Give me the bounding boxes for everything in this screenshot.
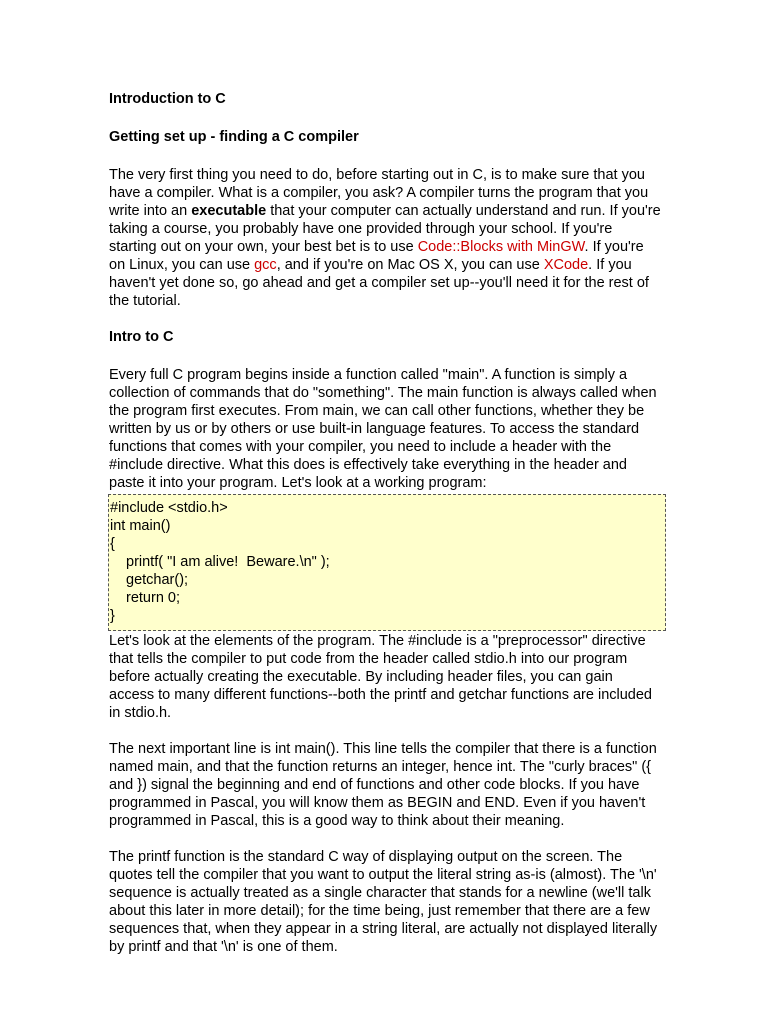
code-line: getchar(); — [126, 572, 189, 588]
code-line: return 0; — [126, 590, 180, 606]
text-run: The very first thing you need to do, before starting out in C, is to make sure that you have a compiler. What is a compiler, you ask? A compiler turns the program that you write into an — [109, 167, 649, 219]
code-line: #include <stdio.h> — [110, 500, 228, 516]
link-gcc[interactable]: gcc — [254, 257, 277, 273]
link-xcode[interactable]: XCode — [543, 257, 589, 273]
code-block — [108, 494, 666, 631]
bold-term-executable: executable — [191, 203, 267, 219]
code-line: } — [110, 608, 115, 624]
code-line: int main() — [110, 518, 171, 534]
code-line: printf( "I am alive! Beware.\n" ); — [126, 554, 330, 570]
printf-paragraph: The printf function is the standard C way of displaying output on the screen. The quotes tell the compiler that you want to output the literal string as-is (almost). The '\n' sequence is actually treated as a single character that stands for a newline (we'll talk about this later in more detail); for the time being, just remember that there are a few sequences that, when they appear in a string literal, are actually not displayed literally by printf and that '\n' is one of them. — [109, 849, 658, 955]
main-function-paragraph: The next important line is int main(). This line tells the compiler that there is a function named main, and that the function returns an integer, hence int. The "curly braces" ({ and }) signal the beginning and end of functions and other code blocks. If you have programmed in Pascal, you will know them as BEGIN and END. Even if you haven't programmed in Pascal, this is a good way to think about their meaning. — [109, 741, 657, 829]
elements-paragraph: Let's look at the elements of the program. The #include is a "preprocessor" directive that tells the compiler to put code from the header called stdio.h into our program before actually creating the executable. By including header files, you can gain access to many different functions--both the printf and getchar functions are included in stdio.h. — [109, 633, 652, 721]
text-run: that your computer can actually understand and run. If you're taking a course, you probably have one provided through your school. If you're starting out on your own, your best bet is to use — [109, 203, 661, 255]
intro-paragraph: Every full C program begins inside a function called "main". A function is simply a collection of commands that do "something". The main function is always called when the program first executes. From main, we can call other functions, whether they be written by us or by others or use built-in language features. To access the standard functions that comes with your compiler, you need to include a header with the #include directive. What this does is effectively take everything in the header and paste it into your program. Let's look at a working program: — [109, 367, 657, 491]
text-run: . If you're on Linux, you can use — [109, 239, 644, 273]
document-title: Introduction to C — [109, 91, 226, 107]
section-heading-setup: Getting set up - finding a C compiler — [109, 129, 359, 145]
setup-paragraph — [109, 166, 661, 310]
text-run: . If you haven't yet done so, go ahead and get a compiler set up--you'll need it for the rest of the tutorial. — [109, 257, 649, 309]
section-heading-intro: Intro to C — [109, 329, 174, 345]
code-line: { — [110, 536, 115, 552]
text-run: , and if you're on Mac OS X, you can use — [276, 257, 544, 273]
link-codeblocks[interactable]: Code::Blocks with MinGW — [417, 239, 585, 255]
document-page — [109, 90, 661, 974]
